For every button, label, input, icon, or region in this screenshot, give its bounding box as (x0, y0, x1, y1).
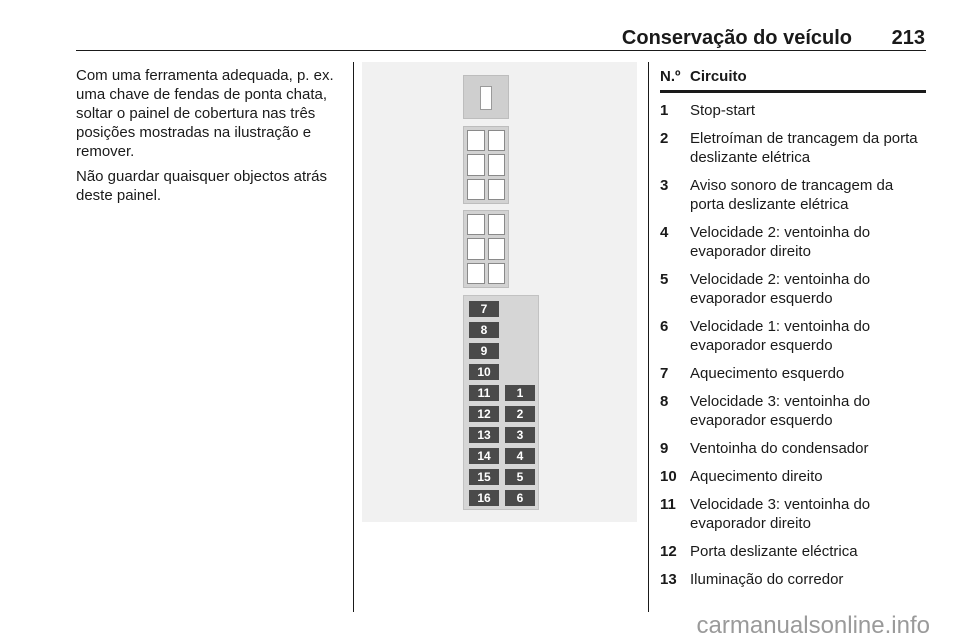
fuse-label: 8 (469, 322, 499, 338)
table-row (660, 439, 926, 458)
table-header (660, 68, 926, 90)
circuit-number: 7 (660, 365, 669, 382)
circuit-description: Aviso sonoro de trancagem da porta deslizante elétrica (690, 177, 894, 213)
column-divider-right (648, 62, 649, 612)
fuse-box-illustration (362, 62, 637, 522)
fuse-label: 7 (469, 301, 499, 317)
fuse-label: 9 (469, 343, 499, 359)
table-body (660, 101, 926, 589)
circuit-number: 13 (660, 571, 677, 588)
table-row (660, 542, 926, 561)
circuit-number: 3 (660, 177, 669, 194)
circuit-number: 5 (660, 271, 669, 288)
table-row (660, 364, 926, 383)
circuit-number: 6 (660, 318, 669, 335)
fuse-label: 3 (505, 427, 535, 443)
fuse-label: 11 (469, 385, 499, 401)
fuse-label: 4 (505, 448, 535, 464)
circuit-number: 4 (660, 224, 669, 241)
circuit-number: 2 (660, 130, 669, 147)
table-row (660, 101, 926, 120)
circuit-description: Velocidade 2: ventoinha do evaporador esquerdo (690, 271, 871, 307)
circuit-number: 1 (660, 102, 669, 119)
table-header-rule (660, 90, 926, 93)
circuit-number: 10 (660, 468, 677, 485)
circuit-number: 11 (660, 496, 676, 513)
column-header-number: N.º (660, 68, 681, 85)
relay-block-upper (463, 126, 509, 204)
fuse-label: 6 (505, 490, 535, 506)
circuit-description: Aquecimento direito (690, 468, 823, 485)
table-row (660, 317, 926, 355)
fuse-label: 14 (469, 448, 499, 464)
circuit-description: Stop-start (690, 102, 756, 119)
fuse-label: 15 (469, 469, 499, 485)
fuse-label: 5 (505, 469, 535, 485)
fuse-label: 1 (505, 385, 535, 401)
fuse-label: 16 (469, 490, 499, 506)
circuit-description: Aquecimento esquerdo (690, 365, 845, 382)
circuit-table (660, 68, 926, 598)
column-divider-left (353, 62, 354, 612)
table-row (660, 467, 926, 486)
cover-clip (463, 75, 509, 119)
instructions-column (76, 66, 348, 211)
instruction-paragraph: Com uma ferramenta adequada, p. ex. uma chave de fendas de ponta chata, soltar o painel de cobertura nas três posições mostradas na ilustração e remover. (76, 67, 334, 160)
table-row (660, 270, 926, 308)
table-row (660, 223, 926, 261)
section-title: Conservação do veículo (621, 27, 852, 49)
circuit-description: Velocidade 3: ventoinha do evaporador esquerdo (690, 393, 871, 429)
circuit-description: Ventoinha do condensador (690, 440, 869, 457)
circuit-description: Velocidade 2: ventoinha do evaporador direito (690, 224, 871, 260)
watermark: carmanualsonline.info (696, 612, 930, 639)
column-header-circuit: Circuito (690, 68, 747, 85)
fuse-label: 2 (505, 406, 535, 422)
circuit-number: 9 (660, 440, 669, 457)
circuit-description: Porta deslizante eléctrica (690, 543, 858, 560)
circuit-number: 12 (660, 543, 677, 560)
instruction-paragraph: Não guardar quaisquer objectos atrás deste painel. (76, 168, 327, 204)
circuit-description: Velocidade 1: ventoinha do evaporador esquerdo (690, 318, 871, 354)
table-row (660, 495, 926, 533)
circuit-description: Velocidade 3: ventoinha do evaporador direito (690, 496, 871, 532)
table-row (660, 129, 926, 167)
relay-block-lower (463, 210, 509, 288)
fuse-label: 12 (469, 406, 499, 422)
table-row (660, 392, 926, 430)
fuse-panel (463, 295, 539, 510)
fuse-label: 10 (469, 364, 499, 380)
fuse-label: 13 (469, 427, 499, 443)
circuit-description: Iluminação do corredor (690, 571, 844, 588)
page-number: 213 (891, 27, 925, 49)
table-row (660, 176, 926, 214)
circuit-number: 8 (660, 393, 669, 410)
circuit-description: Eletroíman de trancagem da porta deslizante elétrica (690, 130, 918, 166)
table-row (660, 570, 926, 589)
header-divider (76, 50, 926, 51)
